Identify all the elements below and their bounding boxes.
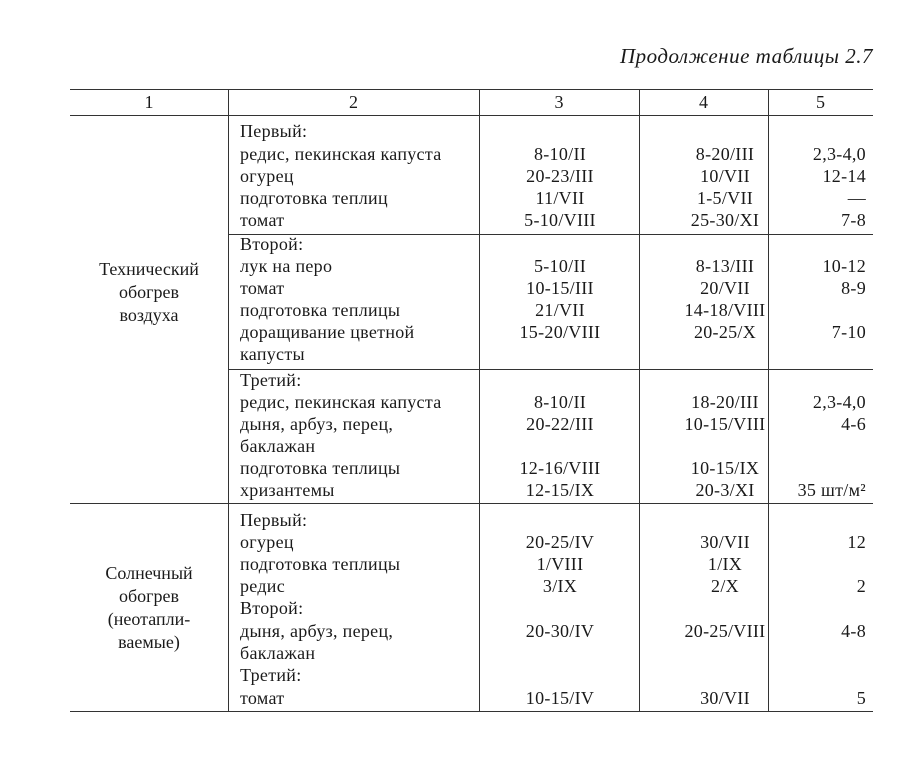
sowing-date-cell: 8-10/II [533,392,587,412]
crop-cell: дыня, арбуз, перец, [240,414,394,434]
sowing-date-cell: 11/VII [535,188,585,208]
crop-cell: огурец [240,532,294,552]
harvest-date-cell: 25-30/XI [690,210,760,230]
sowing-date-cell: 5-10/VIII [524,210,596,230]
group-label-line: (неотапли- [107,609,191,629]
sowing-date-cell: 20-30/IV [525,621,595,641]
harvest-date-cell: 30/VII [700,688,750,708]
sowing-date-cell: 20-22/III [526,414,594,434]
group-divider [70,503,873,504]
crop-cell: хризантемы [240,480,335,500]
yield-cell: 2 [856,576,866,596]
sowing-date-cell: 21/VII [535,300,585,320]
turn-title: Первый: [240,121,308,141]
group-label-line: обогрев [118,282,180,302]
harvest-date-cell: 20/VII [700,278,750,298]
harvest-date-cell: 10-15/VIII [684,414,766,434]
crop-cell: капусты [240,344,305,364]
crop-cell: лук на перо [240,256,333,276]
turn-divider [228,369,873,370]
turn-title: Третий: [240,665,302,685]
yield-cell: 12-14 [822,166,866,186]
yield-cell: 35 шт/м² [797,480,866,500]
harvest-date-cell: 20-25/VIII [684,621,766,641]
yield-cell: 7-8 [841,210,866,230]
sowing-date-cell: 10-15/IV [525,688,595,708]
harvest-date-cell: 20-3/XI [695,480,755,500]
group-label-line: ваемые) [118,632,180,652]
sowing-date-cell: 15-20/VIII [519,322,601,342]
yield-cell: — [847,188,866,208]
yield-cell: 5 [856,688,866,708]
yield-cell: 2,3-4,0 [812,392,866,412]
sowing-date-cell: 12-16/VIII [519,458,601,478]
turn-title: Первый: [240,510,308,530]
turn-title: Второй: [240,234,304,254]
harvest-date-cell: 8-13/III [695,256,755,276]
group-label-line: воздуха [119,305,179,325]
header-col-4: 4 [699,92,708,112]
crop-cell: огурец [240,166,294,186]
sowing-date-cell: 10-15/III [526,278,594,298]
harvest-date-cell: 2/X [711,576,739,596]
sowing-date-cell: 5-10/II [533,256,587,276]
header-col-3: 3 [554,92,564,112]
sowing-date-cell: 20-23/III [526,166,594,186]
crop-cell: томат [240,210,285,230]
yield-cell: 4-6 [841,414,866,434]
yield-cell: 12 [847,532,866,552]
crop-cell: томат [240,278,285,298]
group-label-line: Солнечный [105,563,193,583]
header-rule [70,115,873,116]
crop-cell: доращивание цветной [240,322,415,342]
table-caption: Продолжение таблицы 2.7 [619,44,873,68]
crop-cell: баклажан [240,643,316,663]
crop-cell: редис, пекинская капуста [240,392,442,412]
turn-divider [228,234,873,235]
turn-title: Третий: [240,370,302,390]
crop-cell: томат [240,688,285,708]
harvest-date-cell: 30/VII [700,532,750,552]
sowing-date-cell: 8-10/II [533,144,587,164]
turn-title: Второй: [240,598,304,618]
crop-cell: дыня, арбуз, перец, [240,621,394,641]
group-label-technical [70,258,228,327]
crop-cell: подготовка теплиц [240,188,388,208]
harvest-date-cell: 10-15/IX [690,458,760,478]
group-label-solar [70,562,228,654]
header-col-2: 2 [349,92,358,112]
sowing-date-cell: 3/IX [542,576,578,596]
yield-cell: 4-8 [841,621,866,641]
yield-cell: 10-12 [822,256,866,276]
harvest-date-cell: 10/VII [700,166,750,186]
harvest-date-cell: 18-20/III [691,392,759,412]
yield-cell: 7-10 [831,322,866,342]
sowing-date-cell: 12-15/IX [525,480,595,500]
harvest-date-cell: 8-20/III [695,144,755,164]
sowing-date-cell: 1/VIII [536,554,584,574]
header-col-5: 5 [816,92,825,112]
harvest-date-cell: 20-25/X [693,322,757,342]
crop-cell: баклажан [240,436,316,456]
group-label-line: обогрев [118,586,180,606]
crop-cell: подготовка теплицы [240,554,401,574]
data-table [70,89,873,712]
crop-cell: редис [240,576,286,596]
column-divider [228,90,229,711]
crop-cell: подготовка теплицы [240,300,401,320]
crop-cell: подготовка теплицы [240,458,401,478]
yield-cell: 2,3-4,0 [812,144,866,164]
sowing-date-cell: 20-25/IV [525,532,595,552]
crop-cell: редис, пекинская капуста [240,144,442,164]
group-label-line: Технический [99,259,199,279]
yield-cell: 8-9 [841,278,866,298]
header-col-1: 1 [144,92,154,112]
harvest-date-cell: 1/IX [707,554,743,574]
harvest-date-cell: 14-18/VIII [684,300,766,320]
harvest-date-cell: 1-5/VII [696,188,754,208]
